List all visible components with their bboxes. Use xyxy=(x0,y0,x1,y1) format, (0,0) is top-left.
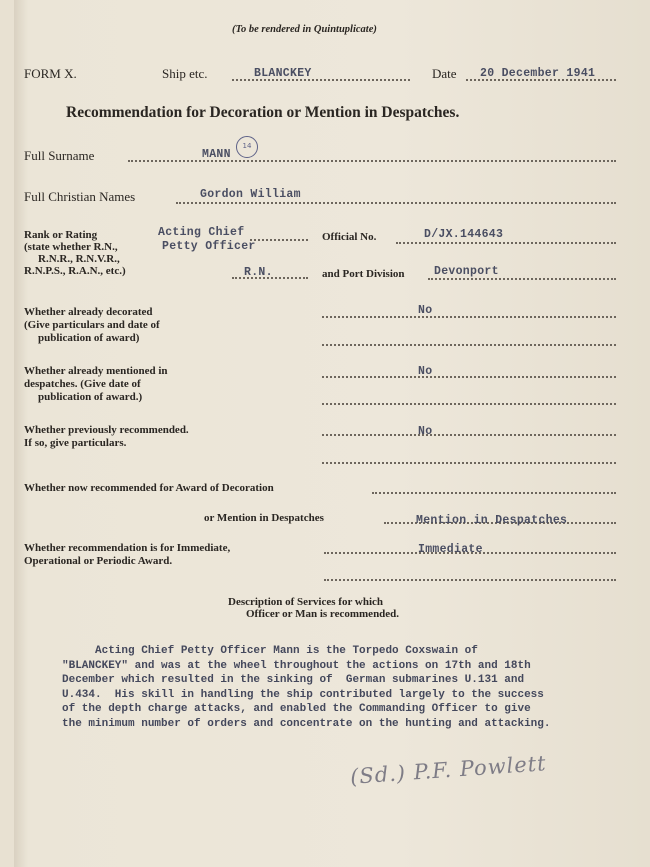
christian-dotted-line xyxy=(176,202,616,204)
rank-label-4: R.N.P.S., R.A.N., etc.) xyxy=(24,265,126,277)
decorated-label-2: (Give particulars and date of xyxy=(24,319,160,331)
mentioned-dotted-line-1 xyxy=(322,376,616,378)
rank-label-2: (state whether R.N., xyxy=(24,241,118,253)
surname-value: MANN xyxy=(202,148,231,161)
form-title: Recommendation for Decoration or Mention in Despatches. xyxy=(66,104,460,121)
form-label: FORM X. xyxy=(24,66,77,81)
award-type-dotted-line-2 xyxy=(324,579,616,581)
decorated-value: No xyxy=(418,304,433,317)
mentioned-label-1: Whether already mentioned in xyxy=(24,365,168,377)
mentioned-label-3: publication of award.) xyxy=(38,391,143,403)
rank-dotted-line xyxy=(250,239,308,241)
service-value: R.N. xyxy=(244,266,273,279)
decorated-dotted-line-2 xyxy=(322,344,616,346)
date-label: Date xyxy=(432,66,457,81)
decorated-label-1: Whether already decorated xyxy=(24,306,153,318)
rank-value-1: Acting Chief xyxy=(158,226,245,239)
port-dotted-line xyxy=(428,278,616,280)
award-type-label-1: Whether recommendation is for Immediate, xyxy=(24,542,231,554)
rank-label-3: R.N.R., R.N.V.R., xyxy=(38,253,120,265)
service-dotted-line xyxy=(232,277,308,279)
surname-label: Full Surname xyxy=(24,148,95,163)
date-value: 20 December 1941 xyxy=(480,67,596,80)
decorated-label-3: publication of award) xyxy=(38,332,140,344)
rank-label-1: Rank or Rating xyxy=(24,229,98,241)
services-description: Acting Chief Petty Officer Mann is the Torpedo Coxswain of "BLANCKEY" and was at the wheel throughout the actions on 17th and 18th December which resulted in the sinking of German submarines U.131 and U.434. His skill in handling the ship contributed largely to the success of the depth charge attacks, and enabled the Commanding Officer to give the minimum number of orders and concentrate on the hunting and attacking. xyxy=(62,645,551,730)
ship-value: BLANCKEY xyxy=(254,67,312,80)
mentioned-dotted-line-2 xyxy=(322,403,616,405)
services-heading-2: Officer or Man is recommended. xyxy=(246,608,400,620)
mentioned-label-2: despatches. (Give date of xyxy=(24,378,141,390)
surname-circled-mark: 14 xyxy=(236,136,258,158)
previous-label-1: Whether previously recommended. xyxy=(24,424,189,436)
award-type-label-2: Operational or Periodic Award. xyxy=(24,555,173,567)
award-type-value: Immediate xyxy=(418,543,483,556)
award-dotted-line xyxy=(372,492,616,494)
rank-value-2: Petty Officer xyxy=(162,240,256,253)
previous-value: No xyxy=(418,425,433,438)
official-dotted-line xyxy=(396,242,616,244)
handwritten-signature: (Sd.) P.F. Powlett xyxy=(349,751,548,789)
port-division-label: and Port Division xyxy=(322,268,405,280)
previous-dotted-line-2 xyxy=(322,462,616,464)
mentioned-value: No xyxy=(418,365,433,378)
christian-names-label: Full Christian Names xyxy=(24,189,136,204)
quintuplicate-note: (To be rendered in Quintuplicate) xyxy=(232,24,377,35)
christian-names-value: Gordon William xyxy=(200,188,301,201)
decorated-dotted-line-1 xyxy=(322,316,616,318)
port-division-value: Devonport xyxy=(434,265,499,278)
previous-dotted-line-1 xyxy=(322,434,616,436)
mention-despatches-value: Mention in Despatches xyxy=(416,514,568,527)
ship-label: Ship etc. xyxy=(162,66,208,81)
official-no-label: Official No. xyxy=(322,231,377,243)
official-no-value: D/JX.144643 xyxy=(424,228,504,241)
mention-despatches-label: or Mention in Despatches xyxy=(204,512,324,524)
award-decoration-label: Whether now recommended for Award of Decoration xyxy=(24,482,274,494)
services-heading-1: Description of Services for which xyxy=(228,596,383,608)
previous-label-2: If so, give particulars. xyxy=(24,437,127,449)
